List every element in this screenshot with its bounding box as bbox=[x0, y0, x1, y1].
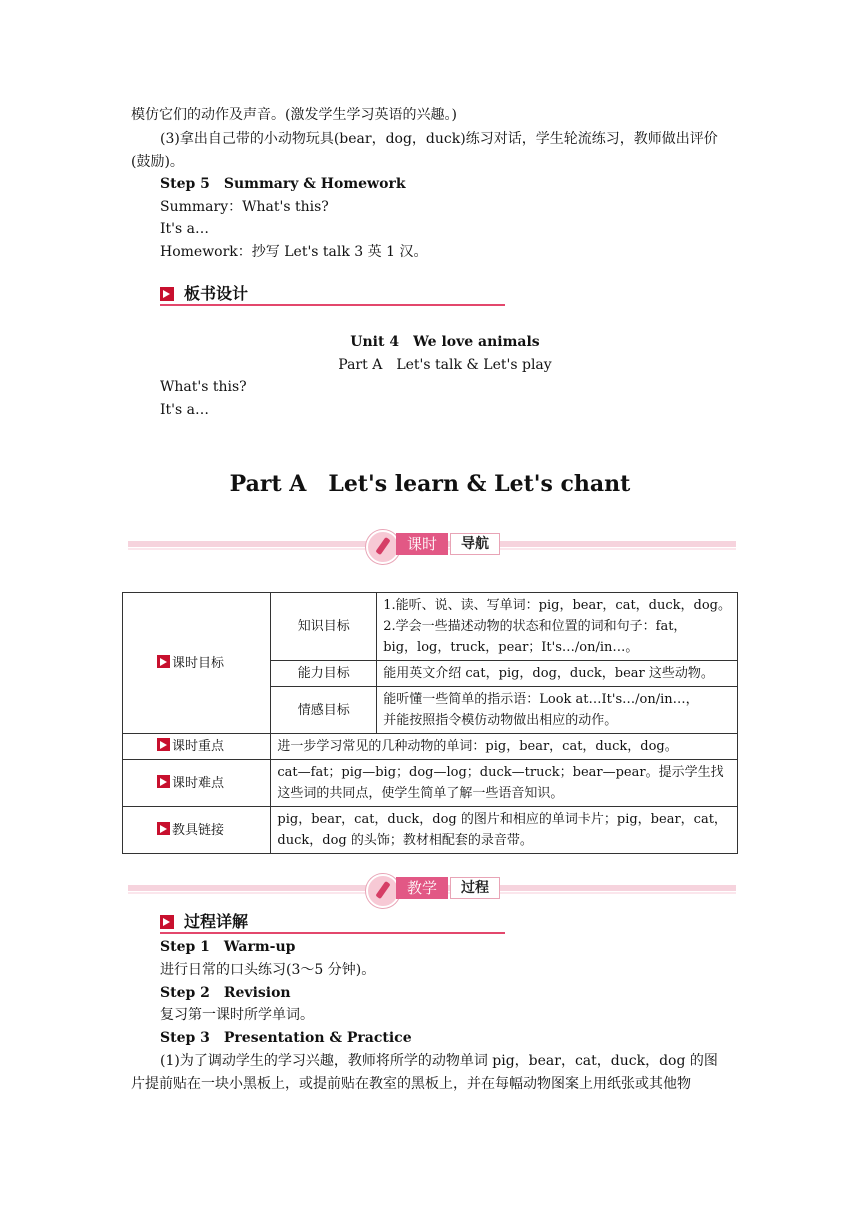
board-design-heading: 板书设计 bbox=[184, 284, 249, 303]
board-title: Unit 4 We love animals bbox=[350, 334, 540, 350]
knowledge-label: 知识目标 bbox=[271, 593, 377, 661]
step3-line: (1)为了调动学生的学习兴趣，教师将所学的动物单词 pig，bear，cat，duck，dog 的图 bbox=[160, 1053, 718, 1069]
emotion-label: 情感目标 bbox=[271, 687, 377, 734]
emotion-content: 能听懂一些简单的指示语：Look at…It's…/on/in…， 并能按照指令模仿动物做出相应的动作。 bbox=[377, 687, 738, 734]
arrow-marker-icon bbox=[157, 655, 170, 668]
focus-content: 进一步学习常见的几种动物的单词：pig，bear，cat，duck，dog。 bbox=[271, 734, 738, 760]
step5-homework: Homework：抄写 Let's talk 3 英 1 汉。 bbox=[160, 244, 428, 260]
banner-white-label: 过程 bbox=[450, 877, 500, 899]
step3-title: Step 3 Presentation & Practice bbox=[160, 1030, 412, 1046]
goal-label-cell: 课时目标 bbox=[123, 593, 271, 734]
step5-title: Step 5 Summary & Homework bbox=[160, 176, 406, 192]
text-line: (鼓励)。 bbox=[131, 154, 184, 170]
banner-white-label: 导航 bbox=[450, 533, 500, 555]
section-banner-navigation bbox=[128, 530, 736, 560]
board-subtitle: Part A Let's talk & Let's play bbox=[338, 357, 552, 373]
ability-label: 能力目标 bbox=[271, 661, 377, 687]
step5-summary: Summary：What's this? bbox=[160, 199, 329, 215]
pencil-icon bbox=[366, 874, 400, 908]
step1-text: 进行日常的口头练习(3～5 分钟)。 bbox=[160, 962, 376, 978]
banner-pink-label: 教学 bbox=[396, 877, 448, 899]
part-title: Part A Let's learn & Let's chant bbox=[229, 471, 631, 497]
step3-line: 片提前贴在一块小黑板上，或提前贴在教室的黑板上，并在每幅动物图案上用纸张或其他物 bbox=[131, 1076, 691, 1092]
pencil-icon bbox=[366, 530, 400, 564]
focus-label-cell: 课时重点 bbox=[123, 734, 271, 760]
process-header bbox=[160, 912, 505, 934]
header-rule bbox=[160, 932, 505, 934]
difficulty-content: cat—fat；pig—big；dog—log；duck—truck；bear—pear。提示学生找 这些词的共同点，使学生简单了解一些语音知识。 bbox=[271, 760, 738, 807]
arrow-marker-icon bbox=[157, 738, 170, 751]
step2-text: 复习第一课时所学单词。 bbox=[160, 1007, 314, 1023]
tools-content: pig，bear，cat，duck，dog 的图片和相应的单词卡片；pig，bear，cat， duck，dog 的头饰；教材相配套的录音带。 bbox=[271, 807, 738, 854]
difficulty-label-cell: 课时难点 bbox=[123, 760, 271, 807]
arrow-marker-icon bbox=[157, 822, 170, 835]
step2-title: Step 2 Revision bbox=[160, 985, 291, 1001]
board-line: It's a… bbox=[160, 402, 209, 418]
banner-pink-label: 课时 bbox=[396, 533, 448, 555]
ability-content: 能用英文介绍 cat，pig，dog，duck，bear 这些动物。 bbox=[377, 661, 738, 687]
process-heading: 过程详解 bbox=[184, 912, 249, 931]
board-line: What's this? bbox=[160, 379, 247, 395]
header-rule bbox=[160, 304, 505, 306]
step1-title: Step 1 Warm-up bbox=[160, 939, 296, 955]
knowledge-content: 1.能听、说、读、写单词：pig，bear，cat，duck，dog。 2.学会一些描述动物的状态和位置的词和句子：fat， big，log，truck，pear；It's…/on/in…。 bbox=[377, 593, 738, 661]
board-design-header bbox=[160, 284, 505, 306]
step5-itsa: It's a… bbox=[160, 221, 209, 237]
section-banner-process bbox=[128, 874, 736, 904]
arrow-marker-icon bbox=[160, 915, 174, 929]
text-line: (3)拿出自己带的小动物玩具(bear，dog，duck)练习对话，学生轮流练习，教师做出评价 bbox=[160, 131, 718, 147]
lesson-goals-table bbox=[122, 592, 738, 854]
arrow-marker-icon bbox=[157, 775, 170, 788]
tools-label-cell: 教具链接 bbox=[123, 807, 271, 854]
text-line: 模仿它们的动作及声音。(激发学生学习英语的兴趣。) bbox=[131, 107, 457, 123]
arrow-marker-icon bbox=[160, 287, 174, 301]
